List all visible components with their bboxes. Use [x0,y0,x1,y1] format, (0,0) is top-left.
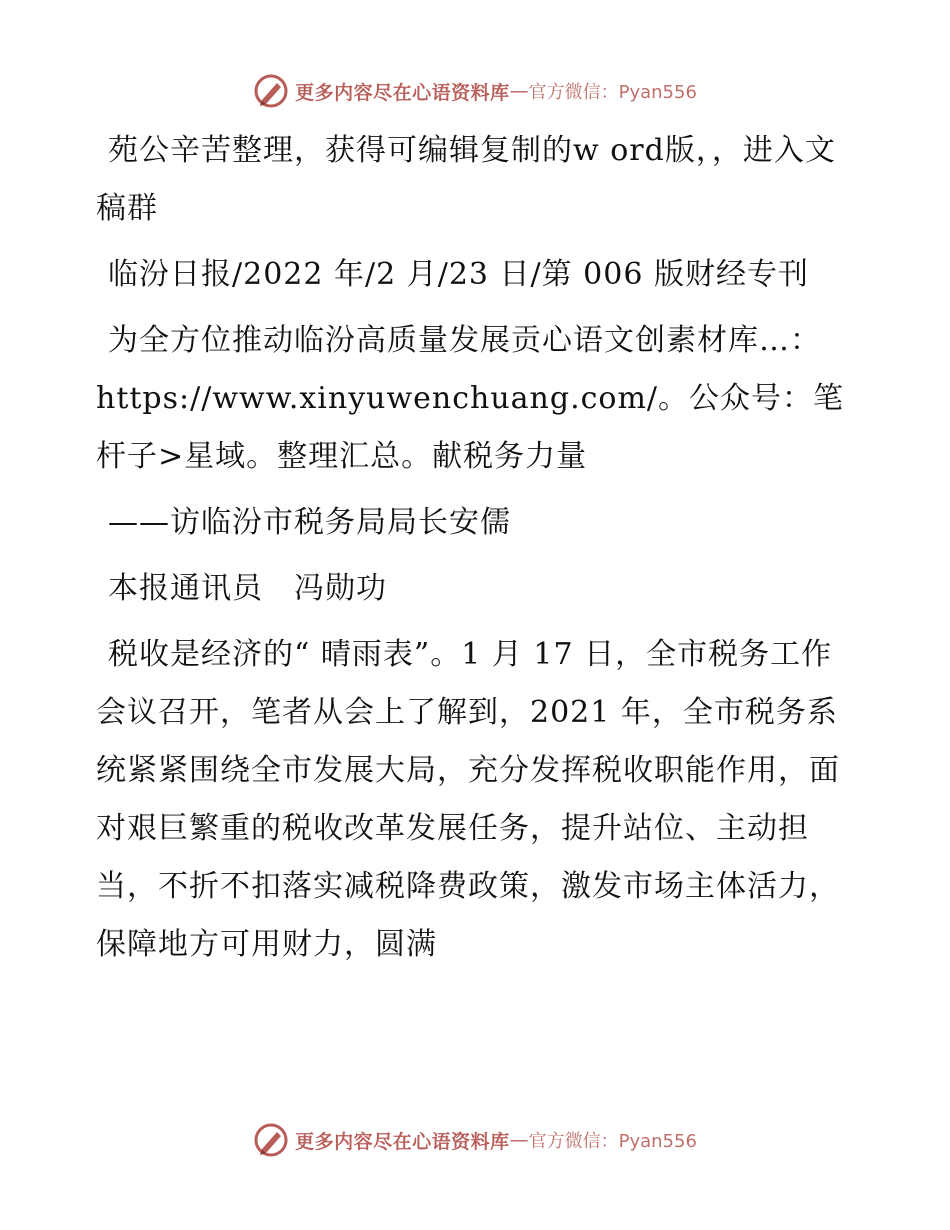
pen-seal-logo-icon [253,1122,289,1158]
pen-seal-logo-icon [253,73,289,109]
footer-banner-text: 更多内容尽在心语资料库 [295,1130,510,1153]
paragraph-lead: 税收是经济的“ 晴雨表”。1 月 17 日，全市税务工作会议召开，笔者从会上了解到，2021 年，全市税务系统紧紧围绕全市发展大局，充分发挥税收职能作用，面对艰巨繁重的税收改革发展任务，提升站位、主动担当，不折不扣落实减税降费政策，激发市场主体活力，保障地方可用财力，圆满 [96,637,840,962]
paragraph-source: 临汾日报/2022 年/2 月/23 日/第 006 版财经专刊 [108,257,809,292]
paragraph-subtitle: ——访临汾市税务局局长安儒 [108,505,511,540]
footer-banner-contact: 官方微信：Pyan556 [528,1131,697,1152]
header-banner-text: 更多内容尽在心语资料库 [295,81,510,104]
footer-banner [0,1120,950,1160]
header-banner [0,71,950,111]
article-body [96,122,856,982]
paragraph-byline: 本报通讯员 冯勋功 [108,571,387,606]
header-banner-separator: — [509,80,529,102]
paragraph-intro: 苑公辛苦整理，获得可编辑复制的w ord版，，进入文稿群 [96,133,836,226]
header-banner-contact: 官方微信：Pyan556 [528,82,697,103]
paragraph-headline: 为全方位推动临汾高质量发展贡心语文创素材库…：https://www.xinyuwenchuang.com/。公众号：笔杆子>星域。整理汇总。献税务力量 [96,323,845,474]
footer-banner-separator: — [509,1129,529,1151]
